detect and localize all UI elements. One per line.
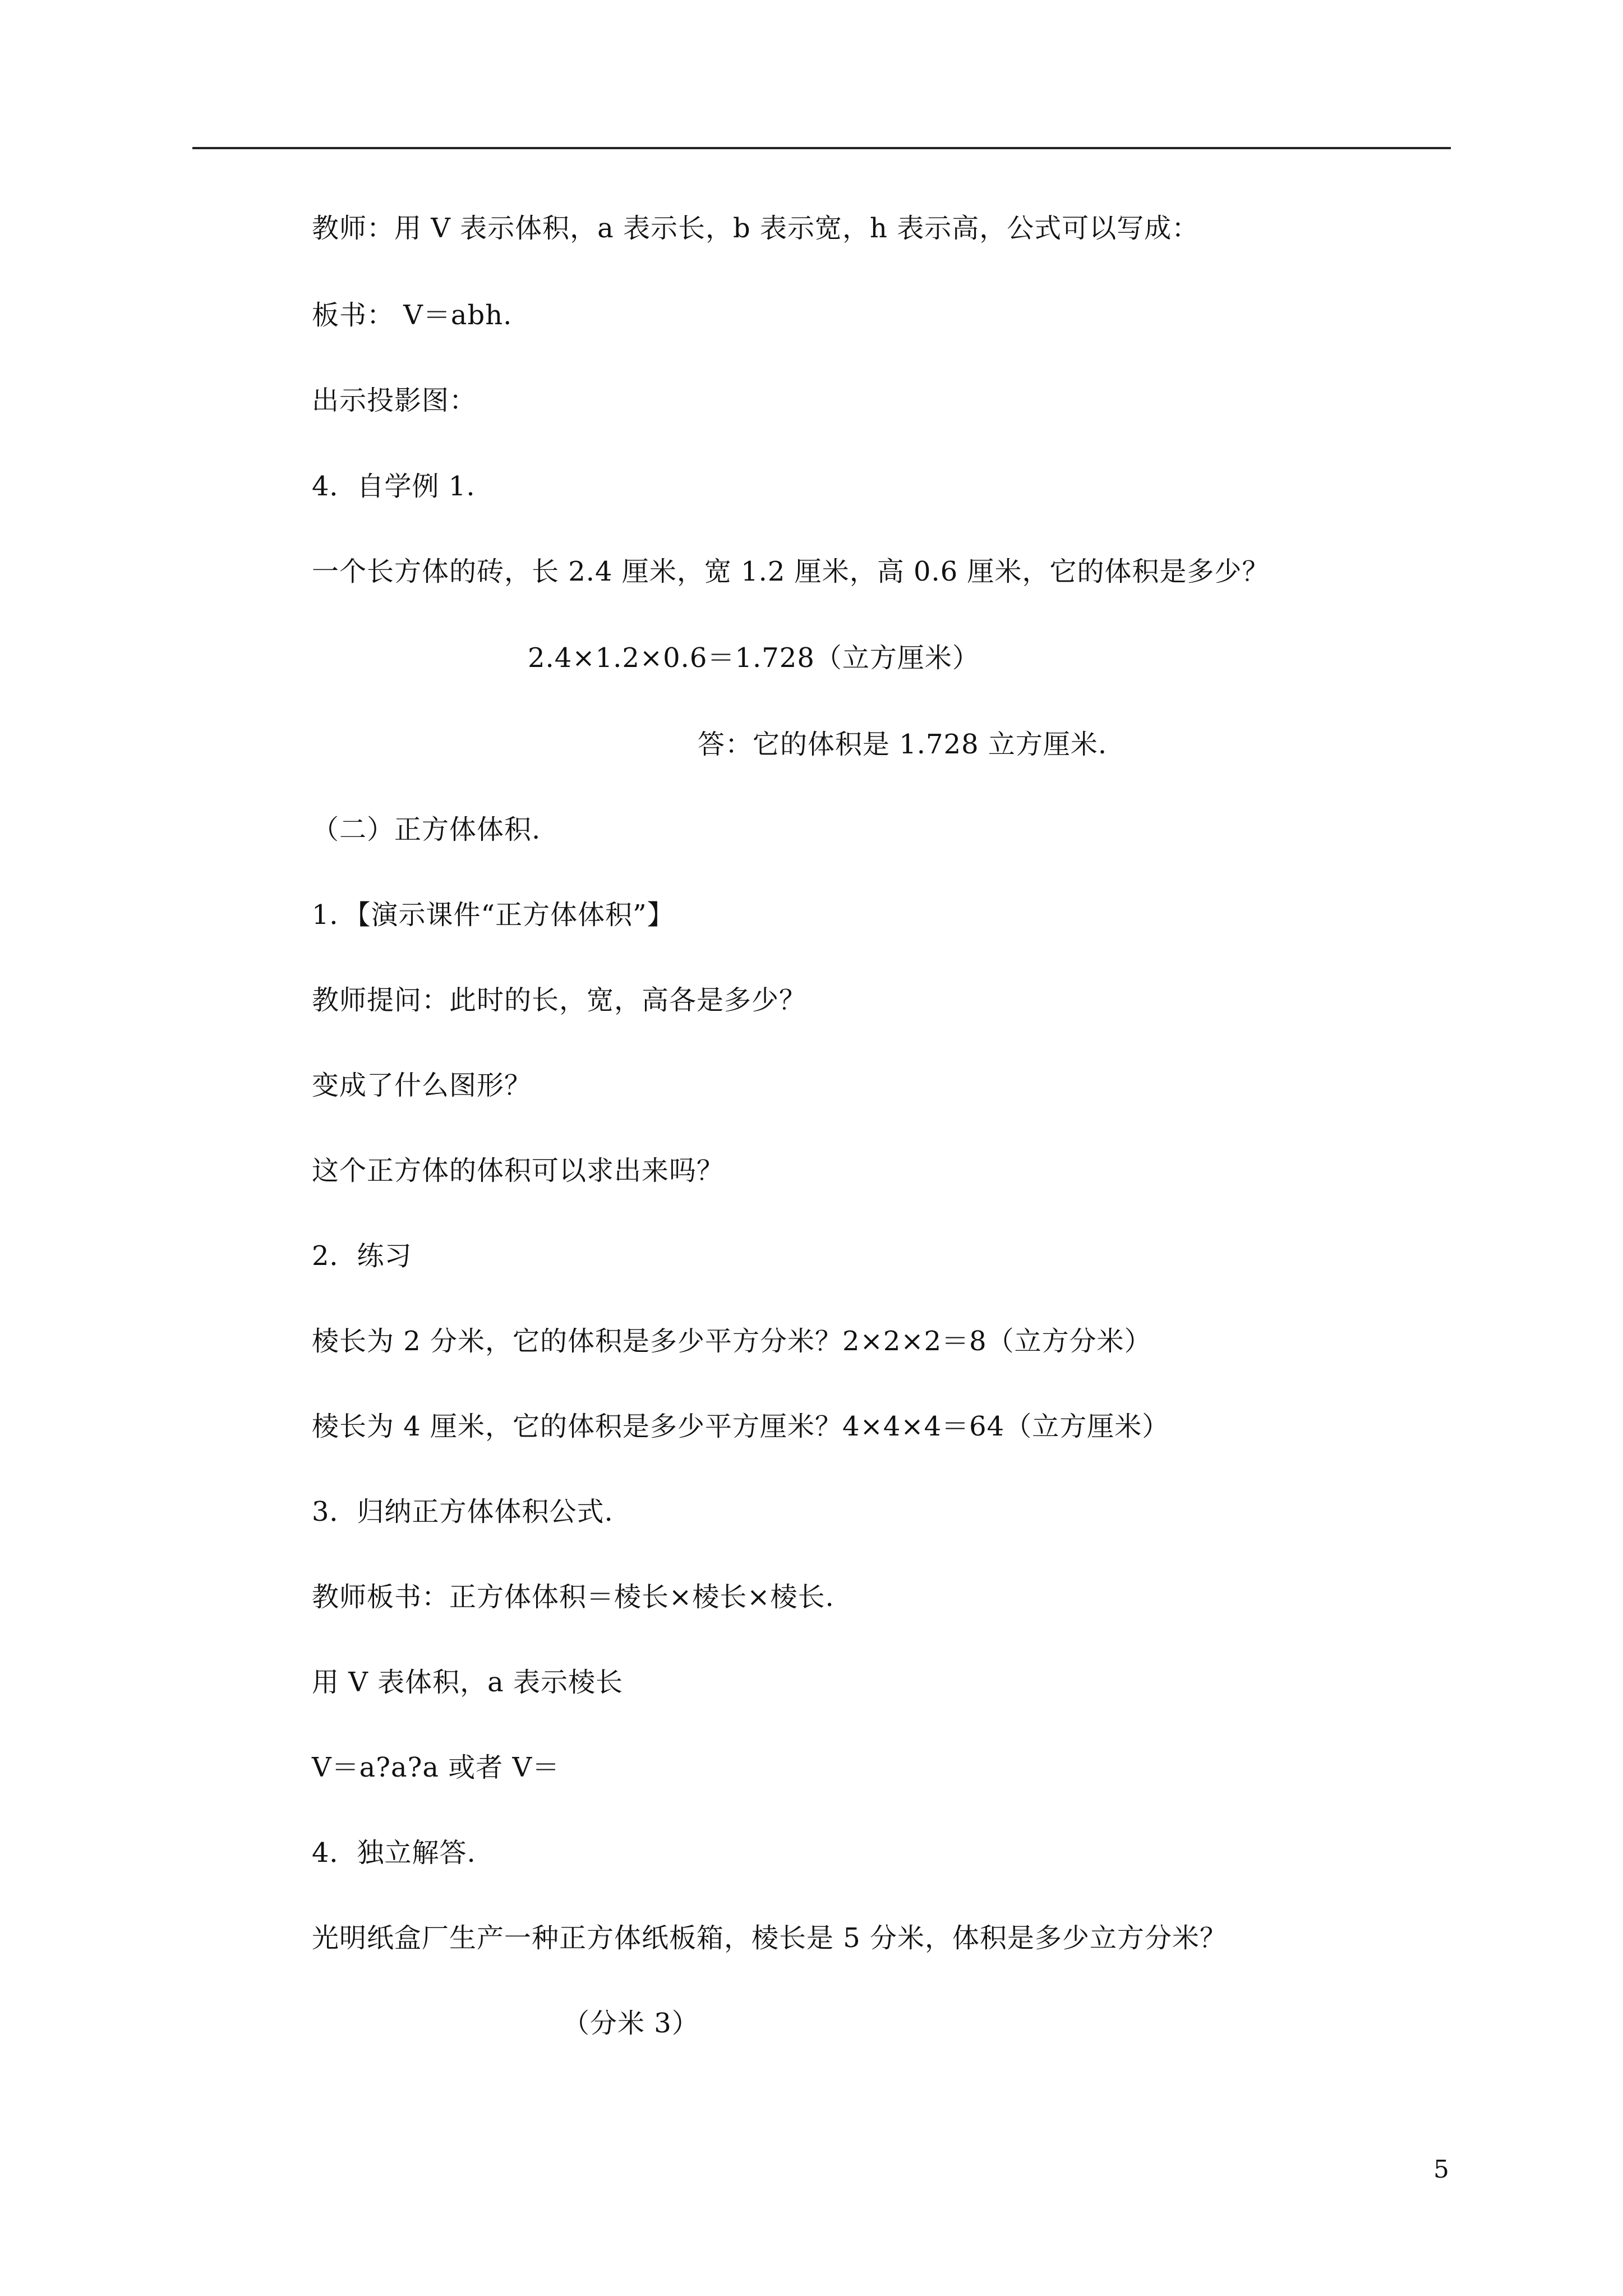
text-line-brick-calculation: 2.4×1.2×0.6＝1.728（立方厘米） <box>528 642 980 674</box>
text-line-projection: 出示投影图： <box>312 385 477 416</box>
text-line-example-heading: 4．自学例 1. <box>312 471 476 502</box>
text-line-summary-heading: 3．归纳正方体体积公式. <box>312 1496 614 1527</box>
text-line-teacher-board-formula: 教师板书：正方体体积＝棱长×棱长×棱长. <box>312 1581 834 1613</box>
text-line-courseware-demo: 1．【演示课件“正方体体积”】 <box>312 899 675 931</box>
text-line-cube-section-heading: （二）正方体体积. <box>312 814 541 845</box>
header-rule <box>192 147 1451 149</box>
text-line-cube-volume-question: 这个正方体的体积可以求出来吗？ <box>312 1155 725 1186</box>
text-line-teacher-question: 教师提问：此时的长，宽，高各是多少？ <box>312 984 807 1016</box>
text-line-brick-answer: 答：它的体积是 1.728 立方厘米. <box>698 729 1108 760</box>
text-line-variable-definition: 用 V 表体积，a 表示棱长 <box>312 1667 624 1698</box>
text-line-practice-1: 棱长为 2 分米，它的体积是多少平方分米？2×2×2＝8（立方分米） <box>312 1326 1152 1357</box>
page-number: 5 <box>1433 2155 1449 2184</box>
text-line-board-formula: 板书： V＝abh. <box>312 300 513 331</box>
text-line-practice-heading: 2．练习 <box>312 1240 412 1272</box>
text-line-shape-question: 变成了什么图形？ <box>312 1070 532 1101</box>
text-line-independent-heading: 4．独立解答. <box>312 1837 476 1869</box>
text-line-unit-note: （分米 3） <box>562 2008 699 2039</box>
text-line-cube-formula: V＝a?a?a 或者 V＝ <box>312 1752 560 1783</box>
text-line-brick-question: 一个长方体的砖，长 2.4 厘米，宽 1.2 厘米，高 0.6 厘米，它的体积是多少？ <box>312 556 1270 587</box>
text-line-teacher-formula-intro: 教师：用 V 表示体积，a 表示长，b 表示宽，h 表示高，公式可以写成： <box>312 213 1200 244</box>
text-line-box-question: 光明纸盒厂生产一种正方体纸板箱，棱长是 5 分米，体积是多少立方分米？ <box>312 1922 1228 1954</box>
text-line-practice-2: 棱长为 4 厘米，它的体积是多少平方厘米？4×4×4＝64（立方厘米） <box>312 1411 1170 1442</box>
